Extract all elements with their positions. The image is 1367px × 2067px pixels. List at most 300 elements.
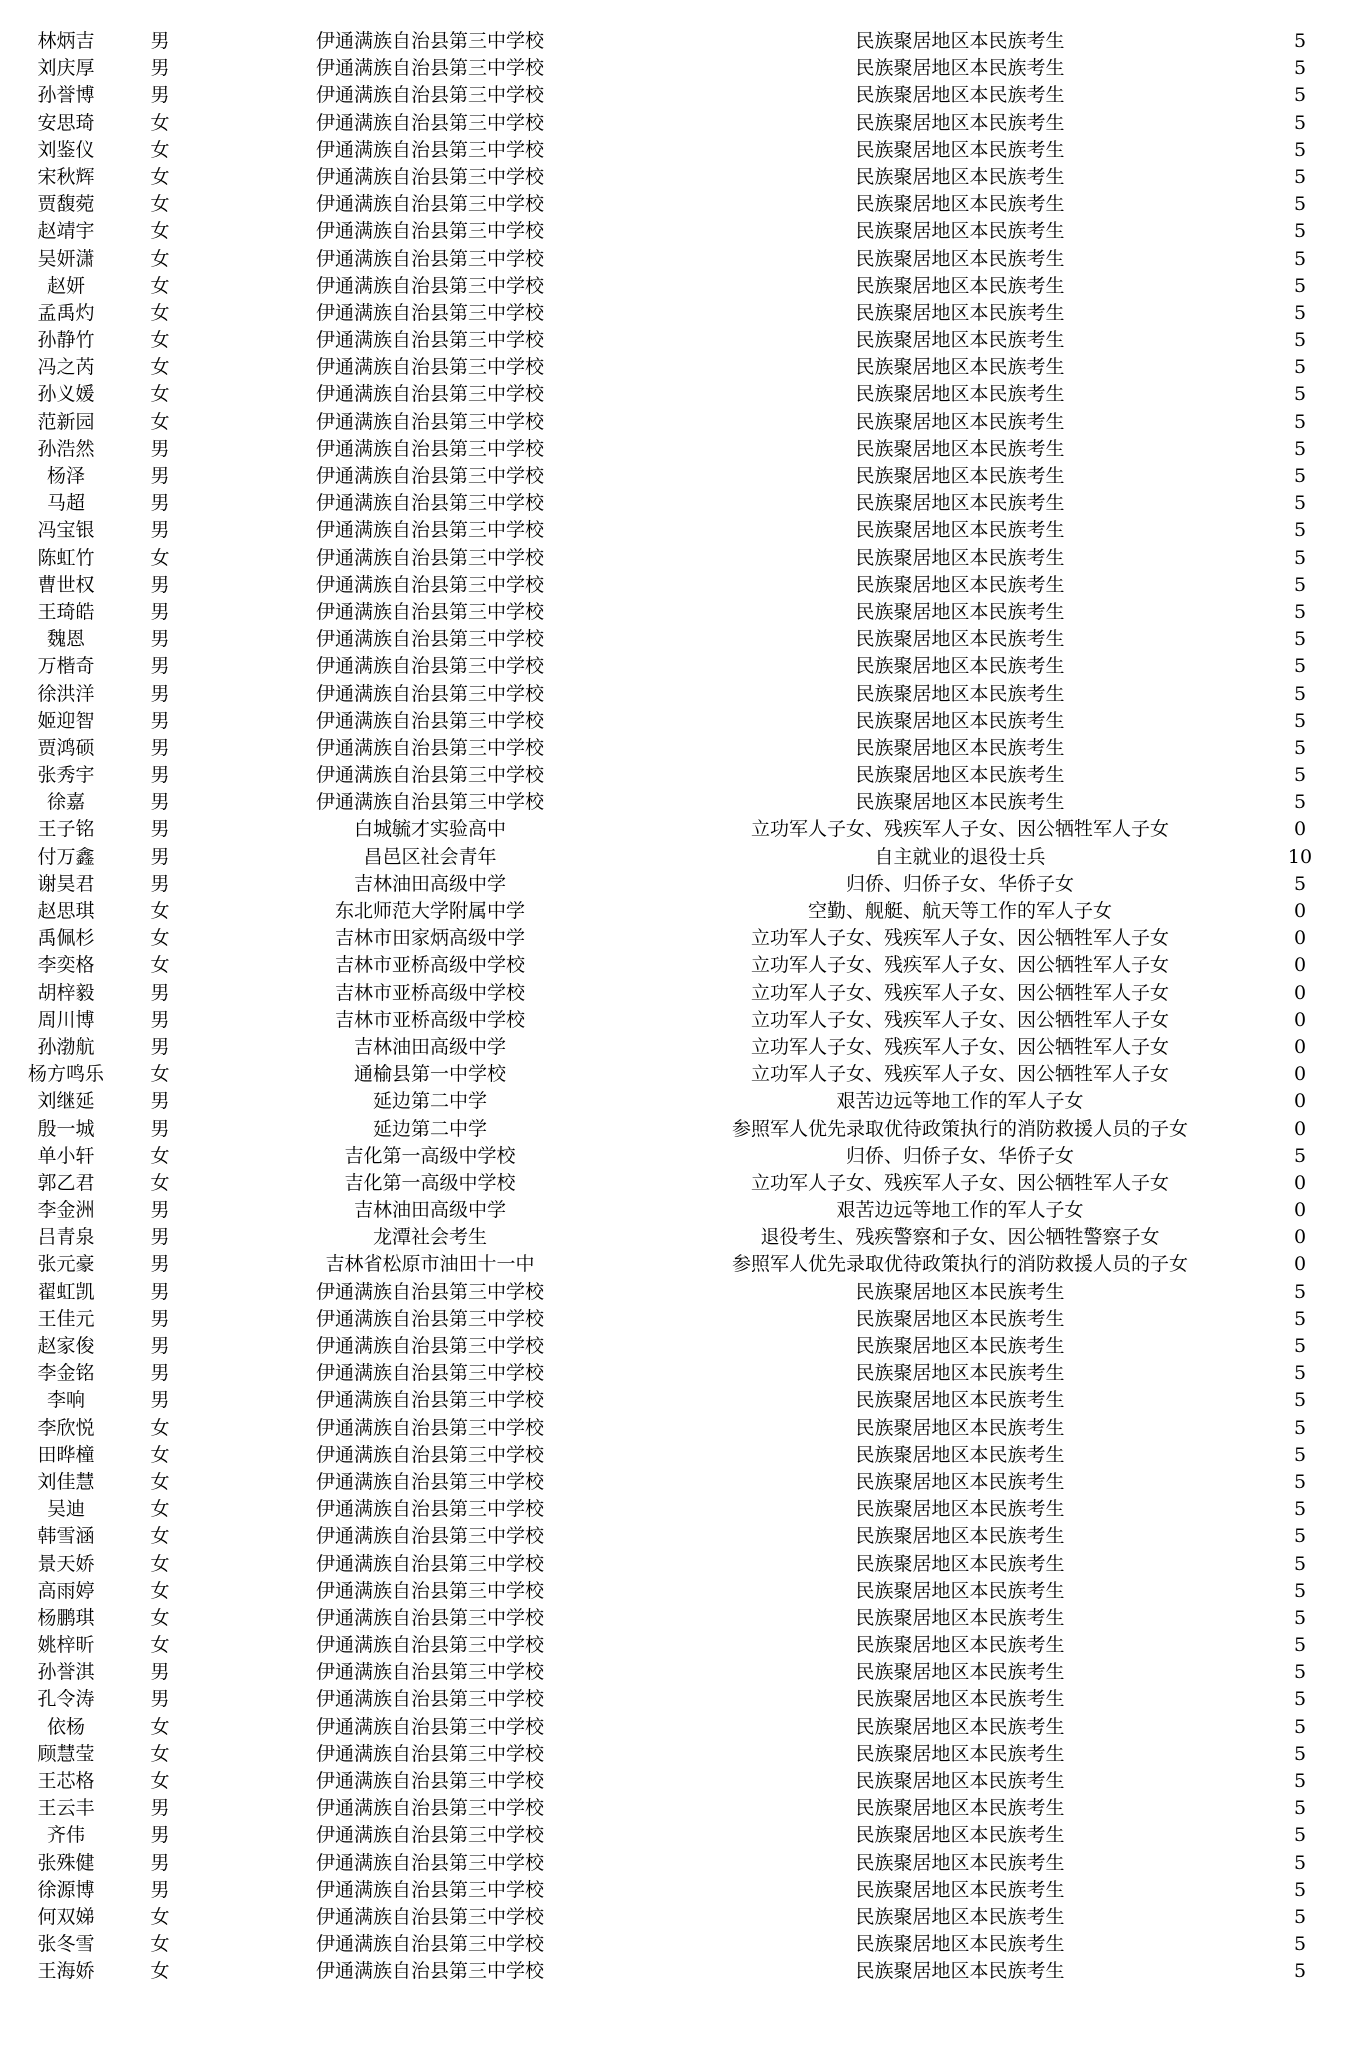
- candidate-gender: 男: [150, 519, 170, 542]
- candidate-school: 延边第二中学: [372, 1117, 487, 1140]
- bonus-category: 民族聚居地区本民族考生: [855, 1661, 1065, 1684]
- bonus-category: 民族聚居地区本民族考生: [855, 1362, 1065, 1385]
- candidate-school: 伊通满族自治县第三中学校: [315, 247, 544, 270]
- candidate-name: 孟禹灼: [37, 301, 95, 324]
- bonus-category: 民族聚居地区本民族考生: [855, 1280, 1065, 1303]
- candidate-gender: 男: [150, 84, 170, 107]
- table-row: [0, 1523, 1367, 1550]
- candidate-school: 伊通满族自治县第三中学校: [315, 628, 544, 651]
- table-row: [0, 1605, 1367, 1632]
- bonus-category: 民族聚居地区本民族考生: [855, 1606, 1065, 1629]
- table-row: [0, 1578, 1367, 1605]
- table-row: [0, 1088, 1367, 1115]
- candidate-school: 伊通满族自治县第三中学校: [315, 437, 544, 460]
- bonus-category: 民族聚居地区本民族考生: [855, 193, 1065, 216]
- bonus-score: 5: [1293, 1443, 1307, 1466]
- candidate-school: 伊通满族自治县第三中学校: [315, 709, 544, 732]
- candidate-name: 杨泽: [46, 465, 85, 487]
- candidate-school: 吉林省松原市油田十一中: [325, 1253, 535, 1276]
- candidate-school: 伊通满族自治县第三中学校: [315, 1498, 544, 1521]
- bonus-category: 民族聚居地区本民族考生: [855, 57, 1065, 80]
- bonus-score: 5: [1293, 1824, 1307, 1847]
- table-row: [0, 762, 1367, 789]
- candidate-gender: 男: [150, 1878, 170, 1901]
- table-row: [0, 1931, 1367, 1958]
- table-row: [0, 653, 1367, 680]
- bonus-category: 民族聚居地区本民族考生: [855, 682, 1065, 705]
- candidate-school: 伊通满族自治县第三中学校: [315, 383, 544, 406]
- candidate-school: 伊通满族自治县第三中学校: [315, 519, 544, 542]
- candidate-name: 张秀宇: [37, 764, 95, 787]
- bonus-score: 5: [1293, 274, 1307, 297]
- candidate-gender: 女: [150, 383, 170, 406]
- candidate-gender: 女: [150, 356, 170, 379]
- bonus-score: 5: [1293, 1770, 1307, 1792]
- candidate-name: 孙浩然: [37, 437, 95, 460]
- bonus-score: 0: [1293, 1199, 1307, 1222]
- candidate-gender: 男: [150, 1226, 170, 1249]
- bonus-category: 民族聚居地区本民族考生: [855, 492, 1065, 515]
- candidate-gender: 男: [150, 1035, 170, 1058]
- candidate-school: 伊通满族自治县第三中学校: [315, 1525, 544, 1548]
- candidate-school: 吉林市亚桥高级中学校: [334, 1008, 525, 1031]
- table-row: [0, 1143, 1367, 1170]
- bonus-score: 0: [1293, 1253, 1307, 1276]
- candidate-school: 伊通满族自治县第三中学校: [315, 220, 544, 243]
- candidate-school: 伊通满族自治县第三中学校: [315, 600, 544, 623]
- table-row: [0, 735, 1367, 762]
- bonus-category: 民族聚居地区本民族考生: [855, 736, 1065, 759]
- table-row: [0, 436, 1367, 463]
- bonus-score: 5: [1293, 57, 1307, 80]
- bonus-category: 民族聚居地区本民族考生: [855, 546, 1065, 569]
- bonus-category: 民族聚居地区本民族考生: [855, 1443, 1065, 1466]
- candidate-name: 李欣悦: [37, 1416, 95, 1439]
- candidate-gender: 男: [150, 1090, 170, 1113]
- bonus-score: 5: [1293, 383, 1307, 406]
- candidate-name: 谢昊君: [37, 872, 95, 895]
- table-row: [0, 1795, 1367, 1822]
- bonus-score: 10: [1287, 845, 1313, 868]
- candidate-name: 陈虹竹: [37, 546, 95, 569]
- candidate-name: 赵靖宇: [37, 220, 95, 243]
- candidate-name: 曹世权: [37, 573, 95, 596]
- candidate-name: 赵思琪: [37, 900, 95, 922]
- candidate-school: 伊通满族自治县第三中学校: [315, 1389, 544, 1412]
- candidate-gender: 男: [150, 1280, 170, 1303]
- table-row: [0, 980, 1367, 1007]
- candidate-school: 吉林市亚桥高级中学校: [334, 981, 525, 1004]
- candidate-gender: 男: [150, 1661, 170, 1684]
- table-row: [0, 300, 1367, 327]
- bonus-score: 5: [1293, 437, 1307, 460]
- candidate-gender: 男: [150, 655, 170, 678]
- bonus-score: 5: [1293, 573, 1307, 596]
- bonus-score: 5: [1293, 165, 1307, 188]
- table-row: [0, 110, 1367, 137]
- candidate-name: 徐洪洋: [37, 682, 95, 705]
- bonus-score: 0: [1293, 1035, 1307, 1058]
- bonus-category: 民族聚居地区本民族考生: [855, 437, 1065, 460]
- candidate-gender: 女: [150, 1933, 170, 1956]
- candidate-name: 禹佩杉: [37, 927, 95, 950]
- table-row: [0, 490, 1367, 517]
- candidate-gender: 女: [150, 165, 170, 188]
- table-row: [0, 1224, 1367, 1251]
- bonus-category: 民族聚居地区本民族考生: [855, 1498, 1065, 1521]
- candidate-gender: 男: [150, 1117, 170, 1140]
- bonus-category: 自主就业的退役士兵: [874, 845, 1046, 868]
- table-row: [0, 517, 1367, 544]
- bonus-score: 0: [1293, 818, 1307, 841]
- candidate-gender: 男: [150, 845, 170, 868]
- table-row: [0, 1251, 1367, 1278]
- table-row: [0, 1007, 1367, 1034]
- table-row: [0, 871, 1367, 898]
- candidate-name: 姬迎智: [37, 709, 95, 732]
- bonus-category: 民族聚居地区本民族考生: [855, 1525, 1065, 1548]
- candidate-gender: 男: [150, 1851, 170, 1874]
- table-row: [0, 1714, 1367, 1741]
- candidate-name: 贾鸿硕: [37, 736, 95, 759]
- bonus-category: 民族聚居地区本民族考生: [855, 1307, 1065, 1330]
- bonus-category: 立功军人子女、残疾军人子女、因公牺牲军人子女: [750, 818, 1169, 841]
- candidate-gender: 男: [150, 818, 170, 841]
- table-row: [0, 1442, 1367, 1469]
- candidate-gender: 男: [150, 791, 170, 814]
- candidate-name: 安思琦: [37, 111, 95, 134]
- candidate-school: 伊通满族自治县第三中学校: [315, 1905, 544, 1928]
- candidate-name: 孙渤航: [37, 1035, 95, 1058]
- candidate-gender: 男: [150, 628, 170, 651]
- candidate-name: 孙静竹: [37, 329, 95, 352]
- bonus-score: 5: [1293, 356, 1307, 379]
- bonus-category: 空勤、舰艇、航天等工作的军人子女: [807, 900, 1112, 922]
- table-row: [0, 246, 1367, 273]
- candidate-gender: 女: [150, 1742, 170, 1765]
- bonus-score: 5: [1293, 1389, 1307, 1412]
- bonus-category: 民族聚居地区本民族考生: [855, 1579, 1065, 1602]
- candidate-gender: 女: [150, 1443, 170, 1466]
- candidate-name: 冯之芮: [37, 356, 95, 379]
- bonus-category: 参照军人优先录取优待政策执行的消防救援人员的子女: [731, 1117, 1188, 1140]
- bonus-score: 5: [1293, 1878, 1307, 1901]
- bonus-category: 艰苦边远等地工作的军人子女: [836, 1199, 1084, 1222]
- candidate-name: 刘佳慧: [37, 1470, 95, 1493]
- candidate-school: 伊通满族自治县第三中学校: [315, 193, 544, 216]
- candidate-name: 齐伟: [46, 1824, 85, 1847]
- candidate-name: 赵家俊: [37, 1335, 95, 1357]
- candidate-name: 付万鑫: [37, 845, 95, 868]
- table-row: [0, 572, 1367, 599]
- candidate-school: 伊通满族自治县第三中学校: [315, 573, 544, 596]
- bonus-score: 5: [1293, 138, 1307, 161]
- bonus-score: 5: [1293, 1416, 1307, 1439]
- candidate-gender: 男: [150, 57, 170, 80]
- candidate-gender: 男: [150, 764, 170, 787]
- candidate-name: 依杨: [46, 1715, 85, 1738]
- candidate-school: 吉林市田家炳高级中学: [334, 927, 525, 950]
- bonus-category: 民族聚居地区本民族考生: [855, 1960, 1065, 1983]
- candidate-school: 伊通满族自治县第三中学校: [315, 301, 544, 324]
- table-row: [0, 273, 1367, 300]
- bonus-score: 5: [1293, 1661, 1307, 1684]
- bonus-score: 0: [1293, 1117, 1307, 1140]
- candidate-name: 单小轩: [37, 1144, 95, 1167]
- table-row: [0, 1822, 1367, 1849]
- candidate-school: 伊通满族自治县第三中学校: [315, 1878, 544, 1901]
- bonus-score: 0: [1293, 1008, 1307, 1031]
- candidate-school: 伊通满族自治县第三中学校: [315, 1851, 544, 1874]
- bonus-category: 民族聚居地区本民族考生: [855, 1715, 1065, 1738]
- table-row: [0, 708, 1367, 735]
- bonus-score: 5: [1293, 1498, 1307, 1521]
- bonus-category: 民族聚居地区本民族考生: [855, 1770, 1065, 1792]
- candidate-school: 伊通满族自治县第三中学校: [315, 1742, 544, 1765]
- table-row: [0, 191, 1367, 218]
- bonus-category: 民族聚居地区本民族考生: [855, 1688, 1065, 1711]
- candidate-name: 范新园: [37, 410, 95, 433]
- candidate-gender: 女: [150, 274, 170, 297]
- table-row: [0, 1034, 1367, 1061]
- candidate-name: 王芯格: [37, 1770, 95, 1792]
- candidate-name: 顾慧莹: [37, 1742, 95, 1765]
- table-row: [0, 1306, 1367, 1333]
- table-row: [0, 1768, 1367, 1795]
- table-row: [0, 1686, 1367, 1713]
- candidate-name: 孔令涛: [37, 1688, 95, 1711]
- bonus-score: 5: [1293, 1797, 1307, 1820]
- bonus-category: 民族聚居地区本民族考生: [855, 791, 1065, 814]
- candidate-gender: 女: [150, 1960, 170, 1983]
- bonus-category: 参照军人优先录取优待政策执行的消防救援人员的子女: [731, 1253, 1188, 1276]
- candidate-name: 张殊健: [37, 1851, 95, 1874]
- bonus-score: 5: [1293, 301, 1307, 324]
- candidate-gender: 男: [150, 465, 170, 487]
- candidate-school: 伊通满族自治县第三中学校: [315, 1362, 544, 1385]
- candidate-gender: 男: [150, 30, 170, 52]
- table-row: [0, 1551, 1367, 1578]
- bonus-category: 民族聚居地区本民族考生: [855, 1933, 1065, 1956]
- candidate-school: 延边第二中学: [372, 1090, 487, 1113]
- bonus-category: 民族聚居地区本民族考生: [855, 1335, 1065, 1357]
- bonus-score: 0: [1293, 1226, 1307, 1249]
- bonus-score: 0: [1293, 900, 1307, 922]
- bonus-score: 5: [1293, 111, 1307, 134]
- table-row: [0, 218, 1367, 245]
- bonus-score: 5: [1293, 655, 1307, 678]
- bonus-score: 0: [1293, 927, 1307, 950]
- bonus-category: 民族聚居地区本民族考生: [855, 628, 1065, 651]
- bonus-score: 5: [1293, 1851, 1307, 1874]
- bonus-category: 民族聚居地区本民族考生: [855, 111, 1065, 134]
- bonus-score: 5: [1293, 1525, 1307, 1548]
- table-row: [0, 1061, 1367, 1088]
- table-row: [0, 1469, 1367, 1496]
- bonus-category: 立功军人子女、残疾军人子女、因公牺牲军人子女: [750, 981, 1169, 1004]
- bonus-score: 5: [1293, 1362, 1307, 1385]
- bonus-category: 民族聚居地区本民族考生: [855, 1824, 1065, 1847]
- candidate-name: 翟虹凯: [37, 1280, 95, 1303]
- candidate-school: 伊通满族自治县第三中学校: [315, 1634, 544, 1657]
- bonus-score: 5: [1293, 1960, 1307, 1983]
- candidate-school: 伊通满族自治县第三中学校: [315, 329, 544, 352]
- bonus-category: 民族聚居地区本民族考生: [855, 383, 1065, 406]
- candidate-gender: 女: [150, 410, 170, 433]
- table-row: [0, 137, 1367, 164]
- bonus-score: 5: [1293, 193, 1307, 216]
- table-row: [0, 1116, 1367, 1143]
- candidate-gender: 女: [150, 1634, 170, 1657]
- bonus-category: 民族聚居地区本民族考生: [855, 301, 1065, 324]
- candidate-school: 龙潭社会考生: [372, 1226, 487, 1249]
- bonus-category: 民族聚居地区本民族考生: [855, 30, 1065, 52]
- table-row: [0, 626, 1367, 653]
- bonus-score: 5: [1293, 84, 1307, 107]
- table-row: [0, 1659, 1367, 1686]
- candidate-name: 田晔橦: [37, 1443, 95, 1466]
- bonus-score: 5: [1293, 872, 1307, 895]
- bonus-category: 民族聚居地区本民族考生: [855, 220, 1065, 243]
- bonus-category: 退役考生、残疾警察和子女、因公牺牲警察子女: [760, 1226, 1160, 1249]
- table-row: [0, 1850, 1367, 1877]
- table-row: [0, 898, 1367, 925]
- bonus-score: 5: [1293, 1606, 1307, 1629]
- bonus-score: 5: [1293, 1335, 1307, 1357]
- bonus-score: 5: [1293, 1933, 1307, 1956]
- bonus-score: 5: [1293, 736, 1307, 759]
- candidate-gender: 男: [150, 1389, 170, 1412]
- candidate-school: 伊通满族自治县第三中学校: [315, 1280, 544, 1303]
- candidate-school: 伊通满族自治县第三中学校: [315, 1470, 544, 1493]
- candidate-school: 伊通满族自治县第三中学校: [315, 492, 544, 515]
- candidate-name: 殷一城: [37, 1117, 95, 1140]
- candidate-gender: 女: [150, 1498, 170, 1521]
- bonus-score: 5: [1293, 1905, 1307, 1928]
- candidate-gender: 男: [150, 1008, 170, 1031]
- candidate-name: 孙誉淇: [37, 1661, 95, 1684]
- bonus-score: 5: [1293, 410, 1307, 433]
- candidate-table: [0, 28, 1367, 1986]
- candidate-school: 伊通满族自治县第三中学校: [315, 764, 544, 787]
- candidate-school: 吉林油田高级中学: [353, 1035, 506, 1058]
- candidate-name: 刘鉴仪: [37, 138, 95, 161]
- candidate-gender: 女: [150, 954, 170, 977]
- table-row: [0, 28, 1367, 55]
- bonus-category: 民族聚居地区本民族考生: [855, 1389, 1065, 1412]
- table-row: [0, 1197, 1367, 1224]
- bonus-score: 5: [1293, 1552, 1307, 1575]
- table-row: [0, 55, 1367, 82]
- candidate-school: 伊通满族自治县第三中学校: [315, 1416, 544, 1439]
- candidate-school: 通榆县第一中学校: [353, 1063, 506, 1086]
- table-row: [0, 844, 1367, 871]
- bonus-category: 民族聚居地区本民族考生: [855, 329, 1065, 352]
- table-row: [0, 1877, 1367, 1904]
- table-row: [0, 463, 1367, 490]
- table-row: [0, 354, 1367, 381]
- candidate-school: 伊通满族自治县第三中学校: [315, 57, 544, 80]
- candidate-name: 王琦皓: [37, 600, 95, 623]
- bonus-score: 5: [1293, 247, 1307, 270]
- candidate-school: 伊通满族自治县第三中学校: [315, 1715, 544, 1738]
- candidate-school: 伊通满族自治县第三中学校: [315, 1579, 544, 1602]
- table-row: [0, 789, 1367, 816]
- candidate-gender: 男: [150, 1824, 170, 1847]
- bonus-score: 5: [1293, 1634, 1307, 1657]
- candidate-school: 伊通满族自治县第三中学校: [315, 1933, 544, 1956]
- candidate-name: 吕青泉: [37, 1226, 95, 1249]
- candidate-gender: 女: [150, 301, 170, 324]
- candidate-school: 伊通满族自治县第三中学校: [315, 546, 544, 569]
- bonus-category: 民族聚居地区本民族考生: [855, 519, 1065, 542]
- bonus-category: 民族聚居地区本民族考生: [855, 247, 1065, 270]
- candidate-name: 韩雪涵: [37, 1525, 95, 1548]
- table-row: [0, 681, 1367, 708]
- candidate-gender: 女: [150, 1525, 170, 1548]
- bonus-category: 民族聚居地区本民族考生: [855, 709, 1065, 732]
- bonus-category: 民族聚居地区本民族考生: [855, 1905, 1065, 1928]
- candidate-gender: 女: [150, 546, 170, 569]
- candidate-gender: 女: [150, 1144, 170, 1167]
- bonus-category: 立功军人子女、残疾军人子女、因公牺牲军人子女: [750, 1063, 1169, 1086]
- candidate-name: 胡梓毅: [37, 981, 95, 1004]
- candidate-gender: 女: [150, 1715, 170, 1738]
- candidate-gender: 男: [150, 1199, 170, 1222]
- bonus-score: 0: [1293, 1090, 1307, 1113]
- candidate-gender: 男: [150, 1307, 170, 1330]
- bonus-category: 民族聚居地区本民族考生: [855, 1416, 1065, 1439]
- candidate-gender: 女: [150, 1606, 170, 1629]
- table-row: [0, 1279, 1367, 1306]
- candidate-name: 高雨婷: [37, 1579, 95, 1602]
- bonus-score: 5: [1293, 1470, 1307, 1493]
- table-row: [0, 1333, 1367, 1360]
- candidate-school: 伊通满族自治县第三中学校: [315, 682, 544, 705]
- candidate-gender: 男: [150, 492, 170, 515]
- candidate-school: 伊通满族自治县第三中学校: [315, 274, 544, 297]
- candidate-gender: 男: [150, 1688, 170, 1711]
- table-row: [0, 1958, 1367, 1985]
- candidate-name: 宋秋辉: [37, 165, 95, 188]
- table-row: [0, 1387, 1367, 1414]
- candidate-gender: 女: [150, 1470, 170, 1493]
- bonus-score: 0: [1293, 981, 1307, 1004]
- candidate-school: 伊通满族自治县第三中学校: [315, 84, 544, 107]
- bonus-score: 5: [1293, 1715, 1307, 1738]
- candidate-gender: 女: [150, 1171, 170, 1194]
- candidate-school: 伊通满族自治县第三中学校: [315, 138, 544, 161]
- candidate-name: 刘庆厚: [37, 57, 95, 80]
- candidate-name: 何双娣: [37, 1905, 95, 1928]
- candidate-school: 伊通满族自治县第三中学校: [315, 1770, 544, 1792]
- bonus-score: 5: [1293, 1742, 1307, 1765]
- table-row: [0, 327, 1367, 354]
- bonus-score: 5: [1293, 30, 1307, 52]
- bonus-category: 民族聚居地区本民族考生: [855, 410, 1065, 433]
- candidate-school: 伊通满族自治县第三中学校: [315, 1307, 544, 1330]
- candidate-gender: 女: [150, 329, 170, 352]
- table-row: [0, 82, 1367, 109]
- candidate-gender: 男: [150, 736, 170, 759]
- bonus-score: 5: [1293, 519, 1307, 542]
- bonus-score: 0: [1293, 1171, 1307, 1194]
- table-row: [0, 1904, 1367, 1931]
- bonus-score: 5: [1293, 329, 1307, 352]
- bonus-category: 民族聚居地区本民族考生: [855, 84, 1065, 107]
- candidate-name: 刘继延: [37, 1090, 95, 1113]
- bonus-category: 民族聚居地区本民族考生: [855, 1742, 1065, 1765]
